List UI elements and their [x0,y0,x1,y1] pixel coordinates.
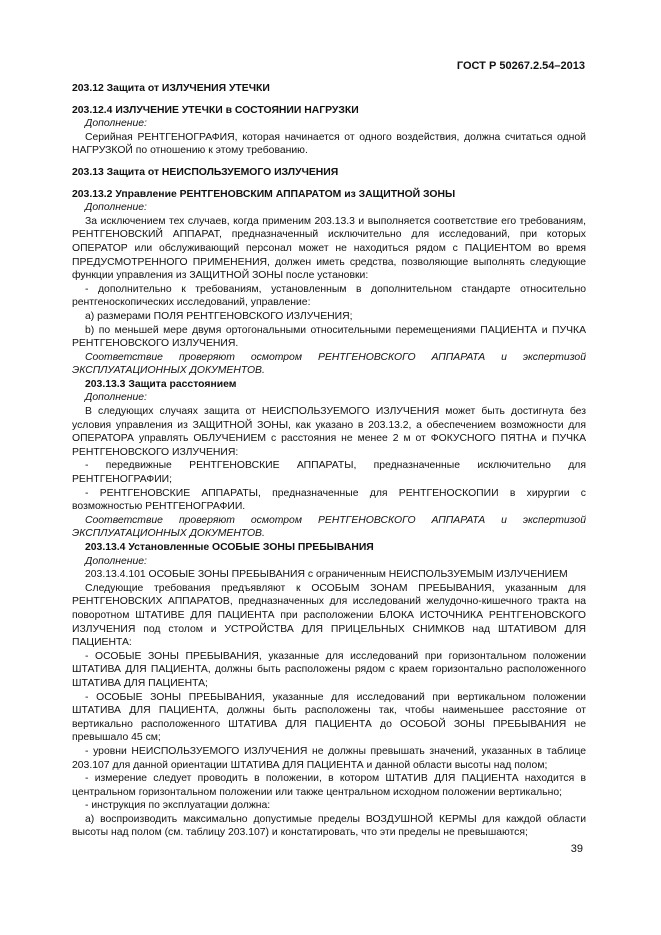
paragraph: Дополнение: [85,202,147,214]
paragraph: - дополнительно к требованиям, установленным в дополнительном стандарте относительно рентгеноскопических исследований, управление: [72,283,586,309]
paragraph: Соответствие проверяют осмотром РЕНТГЕНОВСКОГО АППАРАТА и экспертизой ЭКСПЛУАТАЦИОННЫХ ДОКУМЕНТОВ. [72,514,586,540]
paragraph: - передвижные РЕНТГЕНОВСКИЕ АППАРАТЫ, предназначенные исключительно для РЕНТГЕНОГРАФИИ; [72,460,586,486]
paragraph: - ОСОБЫЕ ЗОНЫ ПРЕБЫВАНИЯ, указанные для исследований при вертикальном положении ШТАТИВА ДЛЯ ПАЦИЕНТА, должны быть расположены так, чтобы наименьшее расстояние от вертикально расположенного ШТАТИВА ДЛЯ ПАЦИЕНТА до ОСОБОЙ ЗОНЫ ПРЕБЫВАНИЯ не превышало 45 см; [72,691,586,744]
paragraph: b) по меньшей мере двумя ортогональными относительными перемещениями ПАЦИЕНТА и ПУЧКА РЕНТГЕНОВСКОГО ИЗЛУЧЕНИЯ. [72,324,586,350]
section-heading: 203.13.2 Управление РЕНТГЕНОВСКИМ АППАРАТОМ из ЗАЩИТНОЙ ЗОНЫ [72,188,456,200]
paragraph: Следующие требования предъявляют к ОСОБЫМ ЗОНАМ ПРЕБЫВАНИЯ, указанным для РЕНТГЕНОВСКИХ АППАРАТОВ, предназначенных для исследований желудочно-кишечного тракта на поворотном ШТАТИВЕ ДЛЯ ПАЦИЕНТА при расположении БЛОКА ИСТОЧНИКА РЕНТГЕНОВСКОГО ИЗЛУЧЕНИЯ под столом и УСТРОЙСТВА ДЛЯ ПРИЦЕЛЬНЫХ СНИМКОВ над ШТАТИВОМ ДЛЯ ПАЦИЕНТА: [72,582,586,649]
page-number: 39 [570,843,583,855]
paragraph: Серийная РЕНТГЕНОГРАФИЯ, которая начинается от одного воздействия, должна считаться одной НАГРУЗКОЙ по отношению к этому требованию. [72,131,586,157]
document-header: ГОСТ Р 50267.2.54–2013 [456,60,585,72]
paragraph: a) воспроизводить максимально допустимые пределы ВОЗДУШНОЙ КЕРМЫ для каждой области высоты над полом (см. таблицу 203.107) и констатировать, что эти пределы не превышаются; [72,813,586,839]
section-heading: 203.12 Защита от ИЗЛУЧЕНИЯ УТЕЧКИ [72,83,270,94]
paragraph: - ОСОБЫЕ ЗОНЫ ПРЕБЫВАНИЯ, указанные для исследований при горизонтальном положении ШТАТИВА ДЛЯ ПАЦИЕНТА, должны быть расположены рядом с краем горизонтально расположенного ШТАТИВА ДЛЯ ПАЦИЕНТА; [72,650,586,689]
section-heading: 203.13.4 Установленные ОСОБЫЕ ЗОНЫ ПРЕБЫВАНИЯ [85,542,374,553]
paragraph: - инструкция по эксплуатации должна: [85,800,271,812]
paragraph: - измерение следует проводить в положении, в котором ШТАТИВ ДЛЯ ПАЦИЕНТА находится в центральном горизонтальном положении или также центральном исходном положении вертикально; [72,773,586,798]
section-heading: 203.13.3 Защита расстоянием [85,378,237,390]
paragraph: a) размерами ПОЛЯ РЕНТГЕНОВСКОГО ИЗЛУЧЕНИЯ; [85,310,353,322]
paragraph: Соответствие проверяют осмотром РЕНТГЕНОВСКОГО АППАРАТА и экспертизой ЭКСПЛУАТАЦИОННЫХ ДОКУМЕНТОВ. [72,351,586,377]
paragraph: За исключением тех случаев, когда применим 203.13.3 и выполняется соответствие его требованиям, РЕНТГЕНОВСКИЙ АППАРАТ, предназначенный исключительно для исследований, при которых ОПЕРАТОР или обслуживающий персонал может не находиться рядом с ПАЦИЕНТОМ во время ПРЕДУСМОТРЕННОГО ПРИМЕНЕНИЯ, должен иметь средства, позволяющие выполнять следующие функции управления из ЗАЩИТНОЙ ЗОНЫ после установки: [72,215,586,282]
paragraph: - РЕНТГЕНОВСКИЕ АППАРАТЫ, предназначенные для РЕНТГЕНОСКОПИИ в хирургии с возможностью РЕНТГЕНОГРАФИИ. [72,487,586,513]
paragraph: В следующих случаях защита от НЕИСПОЛЬЗУЕМОГО ИЗЛУЧЕНИЯ может быть достигнута без условия управления из ЗАЩИТНОЙ ЗОНЫ, как указано в 203.13.2, а обеспечением возможности для ОПЕРАТОРА управлять ОБЛУЧЕНИЕМ с расстояния не менее 2 м от ФОКУСНОГО ПЯТНА и ПУЧКА РЕНТГЕНОВСКОГО ИЗЛУЧЕНИЯ: [72,406,586,458]
paragraph: - уровни НЕИСПОЛЬЗУЕМОГО ИЗЛУЧЕНИЯ не должны превышать значений, указанных в таблице 203.107 для данной ориентации ШТАТИВА ДЛЯ ПАЦИЕНТА и данной области высоты над полом; [72,745,586,771]
paragraph: Дополнение: [85,555,147,567]
section-heading: 203.13 Защита от НЕИСПОЛЬЗУЕМОГО ИЗЛУЧЕНИЯ [72,166,339,178]
section-heading: 203.12.4 ИЗЛУЧЕНИЕ УТЕЧКИ в СОСТОЯНИИ НАГРУЗКИ [72,104,359,116]
paragraph: Дополнение: [85,392,147,404]
document-body [72,82,586,840]
paragraph: Дополнение: [85,118,147,130]
paragraph: 203.13.4.101 ОСОБЫЕ ЗОНЫ ПРЕБЫВАНИЯ с ограниченным НЕИСПОЛЬЗУЕМЫМ ИЗЛУЧЕНИЕМ [85,569,568,581]
